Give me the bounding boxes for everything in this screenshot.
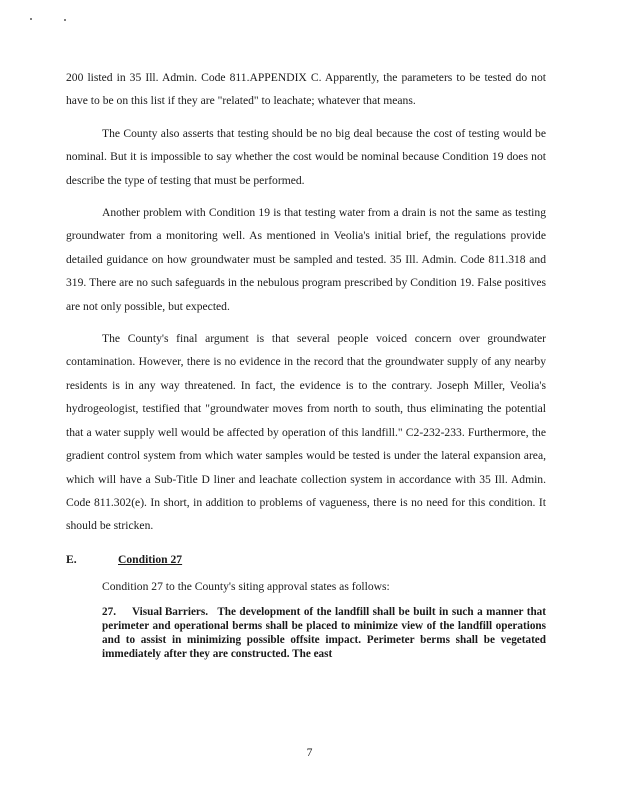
- quote-number: 27.: [102, 605, 116, 618]
- section-letter: E.: [66, 552, 77, 566]
- paragraph-groundwater-testing: Another problem with Condition 19 is that testing water from a drain is not the same as testing groundwater from a monitoring well. As mentioned in Veolia's initial brief, the regulations provide detailed guidance on how groundwater must be sampled and tested. 35 Ill. Admin. Code 811.318 and 319. There are no such safeguards in the nebulous program prescribed by Condition 19. False positives are not only possible, but expected.: [66, 206, 546, 313]
- paragraph-cost-of-testing: The County also asserts that testing should be no big deal because the cost of testing would be nominal. But it is impossible to say whether the cost would be nominal because Condition 19 does not describe the type of testing that must be performed.: [66, 126, 546, 187]
- section-heading: [66, 548, 546, 571]
- scan-speck: [30, 18, 32, 20]
- document-page: [66, 66, 546, 661]
- scan-speck: [64, 19, 66, 21]
- block-quote: [102, 605, 546, 661]
- paragraph-final-argument: The County's final argument is that several people voiced concern over groundwater contamination. However, there is no evidence in the record that the groundwater supply of any nearby residents is in any way threatened. In fact, the evidence is to the contrary. Joseph Miller, Veolia's hydrogeologist, testified that "groundwater moves from north to south, thus eliminating the potential that a water supply well would be affected by operation of this landfill." C2-232-233. Furthermore, the gradient control system from which water samples would be tested is under the lateral expansion area, which will have a Sub-Title D liner and leachate collection system in accordance with 35 Ill. Admin. Code 811.302(e). In short, in addition to problems of vagueness, there is no need for this condition. It should be stricken.: [66, 332, 546, 533]
- page-number: 7: [306, 746, 313, 759]
- lead-in-text: Condition 27 to the County's siting approval states as follows:: [102, 580, 390, 594]
- paragraph-continuation: 200 listed in 35 Ill. Admin. Code 811.APPENDIX C. Apparently, the parameters to be tested do not have to be on this list if they are "related" to leachate; whatever that means.: [66, 71, 546, 108]
- section-title: Condition 27: [118, 552, 183, 566]
- quote-text: The development of the landfill shall be built in such a manner that perimeter and operational berms shall be placed to minimize view of the landfill operations and to assist in minimizing possible offsite impact. Perimeter berms shall be vegetated immediately after they are constructed. The east: [102, 605, 546, 660]
- quote-title: Visual Barriers.: [132, 605, 209, 618]
